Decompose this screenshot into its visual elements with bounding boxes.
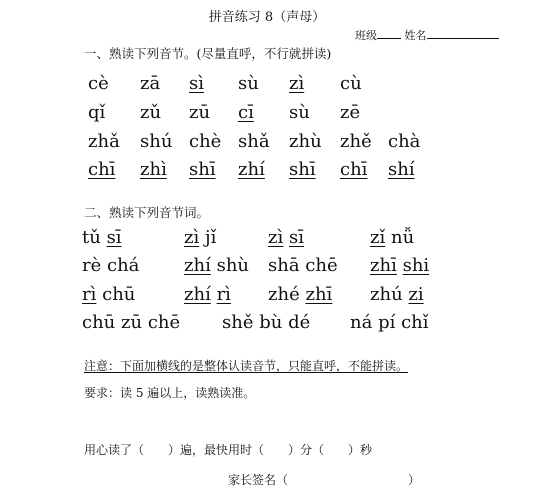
word-group — [184, 284, 231, 306]
syllable: zhí — [184, 284, 211, 305]
word-group — [268, 284, 332, 306]
syllable: rì — [216, 284, 231, 305]
syllable: zhī — [305, 284, 333, 305]
syllable: pí — [378, 312, 396, 333]
syllable: zhī — [370, 255, 397, 276]
page-title: 拼音练习 8（声母） — [208, 10, 326, 25]
syllable: shí — [388, 159, 415, 180]
syllable: chè — [189, 131, 222, 152]
syllable: sì — [189, 73, 204, 94]
syllable: zì — [289, 73, 305, 94]
syllable: zhě — [340, 131, 372, 152]
syllable: cè — [88, 73, 109, 94]
syllable: shǎ — [238, 131, 270, 152]
syllable: bù — [259, 312, 283, 333]
syllable: cī — [238, 102, 254, 123]
word-group — [82, 227, 122, 249]
name-label: 姓名 — [404, 29, 427, 42]
word-group — [370, 284, 424, 306]
syllable: sù — [238, 73, 259, 94]
word-group — [184, 255, 249, 277]
syllable: zhǎ — [88, 131, 120, 152]
syllable: chá — [107, 255, 140, 276]
syllable: zā — [140, 73, 161, 94]
syllable: sī — [288, 227, 304, 248]
class-name-line — [355, 27, 499, 43]
section2-heading: 二、熟读下列音节词。 — [84, 205, 210, 220]
word-group — [184, 227, 216, 249]
word-group — [370, 255, 429, 277]
requirement-text: 要求：读 5 遍以上，读熟读准。 — [84, 386, 256, 400]
word-group — [82, 284, 135, 306]
syllable: zhé — [268, 284, 300, 305]
syllable: chē — [305, 255, 338, 276]
class-label: 班级 — [355, 29, 377, 42]
syllable: zhí — [184, 255, 211, 276]
syllable: shī — [189, 159, 216, 180]
reading-record: 用心读了（ ）遍，最快用时（ ）分（ ）秒 — [84, 443, 373, 457]
syllable: chū — [102, 284, 136, 305]
syllable: ná — [350, 312, 373, 333]
syllable: shi — [402, 255, 430, 276]
syllable: zē — [340, 102, 361, 123]
word-group — [268, 227, 304, 249]
syllable: sī — [106, 227, 122, 248]
note-text: 注意：下面加横线的是整体认读音节，只能直呼，不能拼读。 — [84, 359, 409, 373]
syllable: zǔ — [140, 102, 162, 123]
syllable: shā — [268, 255, 300, 276]
syllable: zì — [268, 227, 284, 248]
syllable: zhí — [238, 159, 265, 180]
syllable: nǚ — [390, 227, 415, 248]
syllable: zhù — [289, 131, 322, 152]
word-group — [268, 255, 338, 277]
syllable: jǐ — [204, 227, 217, 248]
syllable: shě — [222, 312, 254, 333]
name-blank — [427, 28, 499, 39]
syllable: zū — [189, 102, 211, 123]
syllable: zì — [184, 227, 200, 248]
syllable: dé — [288, 312, 311, 333]
syllable: rè — [82, 255, 102, 276]
syllable: chū — [82, 312, 116, 333]
syllable: zhì — [140, 159, 167, 180]
syllable: tǔ — [82, 227, 101, 248]
syllable: shú — [140, 131, 173, 152]
syllable: chī — [340, 159, 368, 180]
syllable: chà — [388, 131, 421, 152]
syllable: rì — [82, 284, 97, 305]
syllable: chǐ — [401, 312, 429, 333]
class-blank — [377, 28, 401, 39]
syllable: zi — [408, 284, 424, 305]
word-group — [350, 312, 429, 334]
syllable: zū — [121, 312, 143, 333]
syllable: shī — [289, 159, 316, 180]
section1-heading: 一、熟读下列音节。(尽量直呼，不行就拼读) — [84, 46, 332, 61]
syllable: qǐ — [88, 102, 106, 123]
syllable: zǐ — [370, 227, 386, 248]
syllable: shù — [216, 255, 250, 276]
syllable: cù — [340, 73, 362, 94]
syllable: zhú — [370, 284, 403, 305]
word-group — [82, 255, 139, 277]
syllable: chē — [147, 312, 181, 333]
syllable: sù — [289, 102, 310, 123]
syllable: chī — [88, 159, 116, 180]
word-group — [370, 227, 414, 249]
word-group — [82, 312, 180, 334]
parent-signature: 家长签名（ ） — [228, 473, 421, 487]
word-group — [222, 312, 310, 334]
